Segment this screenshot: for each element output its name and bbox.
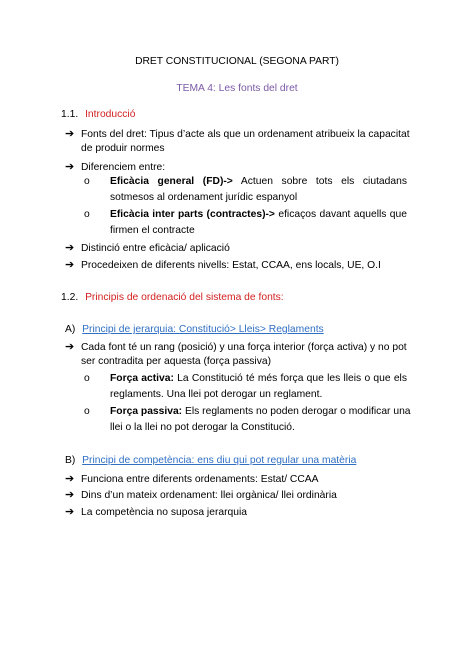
list-item: ➔ Funciona entre diferents ordenaments: Estat/ CCAA <box>65 473 319 485</box>
subsection-letter: B) <box>65 455 76 466</box>
sub-list-item-continuation: firmen el contracte <box>110 225 195 236</box>
subsection-heading-b <box>65 455 356 466</box>
section-number: 1.2. <box>61 292 79 303</box>
sub-list-item: Eficàcia inter parts (contractes)-> eficaços davant aquells que <box>110 209 407 220</box>
subsection-heading-a <box>65 324 324 335</box>
document-subtitle <box>0 83 474 94</box>
list-item: ➔ Diferenciem entre: <box>65 161 166 173</box>
sub-bullet-icon: o <box>84 373 90 384</box>
section-heading-1-2 <box>61 292 284 303</box>
arrow-icon: ➔ <box>65 161 75 173</box>
section-number: 1.1. <box>61 109 79 120</box>
sub-list-item: Força activa: La Constitució té més força que les lleis o que els <box>110 373 407 384</box>
sub-list-item: Força passiva: Els reglaments no poden derogar o modificar una <box>110 406 411 417</box>
sub-list-item-continuation: llei o la llei no pot derogar la Constitució. <box>110 422 295 433</box>
list-item-continuation: de produir normes <box>81 143 165 154</box>
list-item: ➔ Procedeixen de diferents nivells: Estat, CCAA, ens locals, UE, O.I <box>65 259 381 271</box>
principle-link[interactable]: Principi de competència: ens diu qui pot regular una matèria <box>82 455 357 466</box>
sub-bullet-icon: o <box>84 176 90 187</box>
sub-list-item-continuation: sotmesos al ordenament jurídic espanyol <box>110 192 298 203</box>
subtitle-label: TEMA 4: <box>176 83 216 94</box>
arrow-icon: ➔ <box>65 341 75 353</box>
arrow-icon: ➔ <box>65 128 75 140</box>
list-item: ➔ La competència no suposa jerarquia <box>65 506 248 518</box>
list-item: ➔ Dins d’un mateix ordenament: llei orgànica/ llei ordinària <box>65 489 337 501</box>
list-item: ➔ Cada font té un rang (posició) y una força interior (força activa) y no pot <box>65 341 407 353</box>
list-item-continuation: ser contradita per aquesta (força passiva) <box>81 356 272 367</box>
arrow-icon: ➔ <box>65 506 75 518</box>
sub-list-item-continuation: reglaments. Una llei pot derogar un reglament. <box>110 389 323 400</box>
section-title: Introducció <box>85 109 136 120</box>
principle-link[interactable]: Principi de jerarquia: Constitució> Lleis> Reglaments <box>82 324 324 335</box>
list-item: ➔ Distinció entre eficàcia/ aplicació <box>65 242 230 254</box>
sub-bullet-icon: o <box>84 406 90 417</box>
subsection-letter: A) <box>65 324 76 335</box>
document-title: DRET CONSTITUCIONAL (SEGONA PART) <box>135 56 339 67</box>
sub-list-item: Eficàcia general (FD)-> Actuen sobre tots els ciutadans <box>110 176 407 187</box>
arrow-icon: ➔ <box>65 242 75 254</box>
subtitle-text: Les fonts del dret <box>218 83 298 94</box>
arrow-icon: ➔ <box>65 473 75 485</box>
arrow-icon: ➔ <box>65 259 75 271</box>
section-heading-1-1 <box>61 109 135 120</box>
list-item: ➔ Fonts del dret: Tipus d’acte als que un ordenament atribueix la capacitat <box>65 128 410 140</box>
sub-bullet-icon: o <box>84 209 90 220</box>
section-title: Principis de ordenació del sistema de fonts: <box>85 292 284 303</box>
arrow-icon: ➔ <box>65 489 75 501</box>
